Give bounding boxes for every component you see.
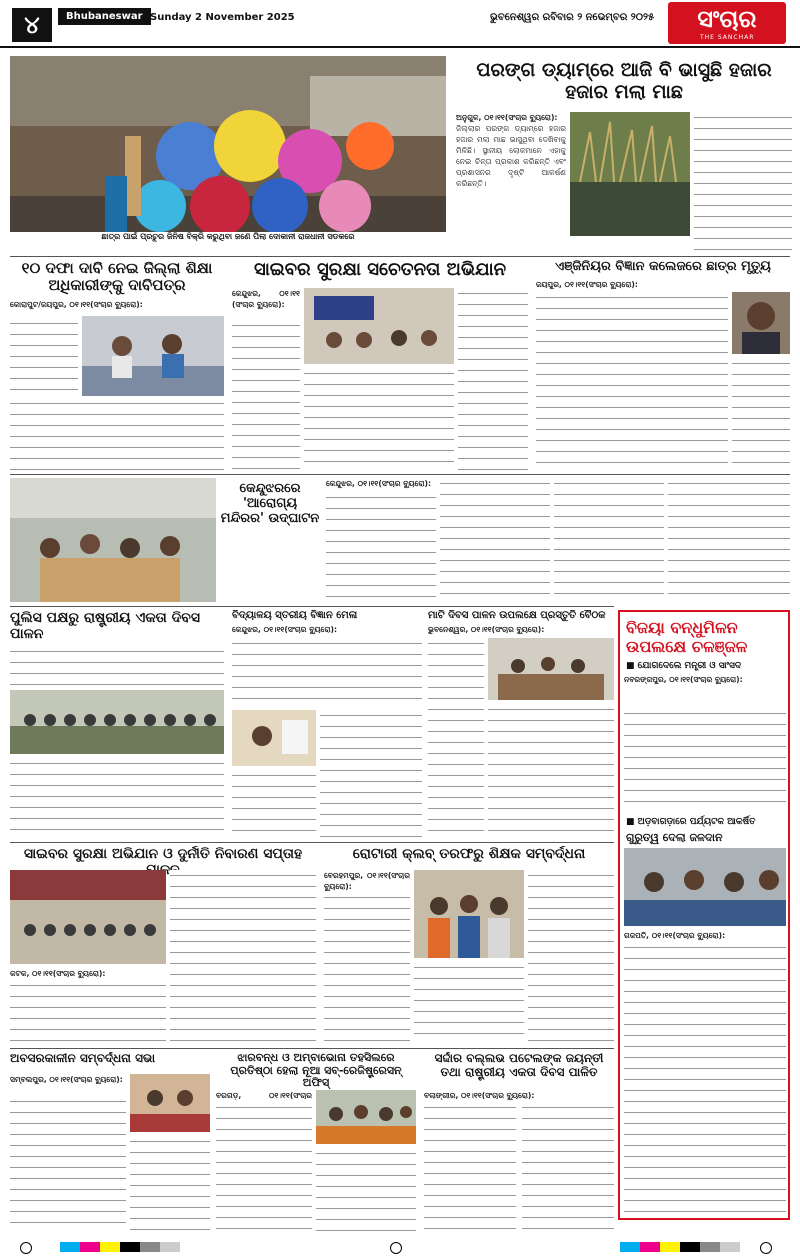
cyber-photo [304, 288, 454, 364]
bijaya-photo [624, 848, 786, 926]
rotary-felicitation-illustration [414, 870, 524, 958]
cyber2-photo [10, 870, 166, 964]
shiksha-headline: ୧୦ ଦଫା ଦାବି ନେଇ ଜିଲ୍ଲା ଶିକ୍ଷା ଅଧିକାରୀଙ୍କୁ ଦାବିପତ୍ର [21, 260, 213, 295]
cyber-dateline: କେନ୍ଦୁଝର, ୦୧।୧୧ (ସଂଚାର ବ୍ୟୁରୋ): [232, 289, 300, 309]
jharkhand-headline: ଝାରବନ୍ଧ ଓ ଅମ୍ବାଭୋନା ତହସିଲରେ ପ୍ରତିଷ୍ଠା ହେଲା ନୂଆ ସବ୍-ରେଜିଷ୍ଟ୍ରେସନ୍ ଅଫିସ୍ [230, 1052, 402, 1090]
arogya-dateline: କେନ୍ଦୁଝର, ୦୧।୧୧(ସଂଚାର ବ୍ୟୁରୋ): [326, 479, 431, 488]
engineering-dateline: ଜୟପୁର, ୦୧।୧୧(ସଂଚାର ବ୍ୟୁରୋ): [536, 279, 638, 289]
mathi-headline: ମାଟି ଦିବସ ପାଳନ ଉପଲକ୍ଷେ ପ୍ରସ୍ତୁତି ବୈଠକ [428, 610, 606, 621]
sub-registrar-office-illustration [316, 1090, 416, 1144]
newspaper-logo-sub: THE SANCHAR [700, 34, 755, 41]
shiksha-photo [82, 316, 224, 396]
cyber2-headline: ସାଇବର ସୁରକ୍ଷା ଅଭିଯାନ ଓ ଦୁର୍ନୀତି ନିବାରଣ ସପ୍ତାହ [23, 846, 303, 862]
cyber-meeting-illustration [304, 288, 454, 364]
mathi-photo [488, 638, 614, 700]
story-shiksha [10, 260, 224, 470]
story-science-fair [232, 610, 422, 838]
police-photo [10, 690, 224, 754]
edition-date-odia: ଭୁବନେଶ୍ୱର ରବିବାର ୨ ନଭେମ୍ବର ୨୦୨୫ [490, 12, 655, 23]
science-fair-headline: ବିଦ୍ୟାଳୟ ସ୍ତରୀୟ ବିଜ୍ଞାନ ମେଳା [232, 610, 358, 621]
lead-photo-pond [570, 112, 690, 236]
arogya-photo [10, 478, 216, 602]
story-sardar [424, 1052, 614, 1232]
top-photo-caption: ଛାତ୍ର ପାଇଁ ପ୍ରଚୁର ଜିନିଷ ବିକ୍ରି କରୁଥିବା ଜଣେ ପିଲା ଦୋକାନୀ ରାଜଧାନୀ ସଡକରେ [10, 232, 446, 246]
jharkhand-dateline: ବରଗଡ଼, ୦୧।୧୧(ସଂଚାର [216, 1091, 312, 1100]
lead-body-lines [694, 112, 792, 252]
engineering-headline: ଏଞ୍ଜିନିୟର ବିଜ୍ଞାନ କଲେଜରେ ଛାତ୍ର ମୃତ୍ୟୁ [555, 260, 771, 274]
shiksha-dateline: କୋରାପୁଟ/ଜୟପୁର, ୦୧।୧୧(ସଂଚାର ବ୍ୟୁରୋ): [10, 299, 143, 309]
science-fair-illustration [232, 710, 316, 766]
arogya-inauguration-illustration [10, 478, 216, 602]
bijaya-subhead-1: ■ ଯୋଗଦେଲେ ମନ୍ତ୍ରୀ ଓ ସାଂସଦ [626, 661, 742, 672]
engineering-photo [732, 292, 790, 354]
lead-body: ଜିଲ୍ଲାର ପରଙ୍ଗ ଡ୍ୟାମ୍‌ରେ ହଜାର ହଜାର ମଲା ମାଛ ଭାସୁଥିବା ଦେଖିବାକୁ ମିଳିଛି। ସ୍ଥାନୀୟ ଲୋକମାନେ ଏହାକୁ ନେଇ ଚିନ୍ତା ପ୍ରକାଶ କରିଛନ୍ତି ଏବଂ ପ୍ରଶାସନର ଦୃଷ୍ଟି ଆକର୍ଷଣ କରିଛନ୍ତି। [456, 124, 566, 188]
color-bar-icon [620, 1242, 740, 1252]
cyber-headline: ସାଇବର ସୁରକ୍ଷା ସଚେତନତା ଅଭିଯାନ [253, 260, 507, 280]
rotary-dateline: ବେରହମପୁର, ୦୧।୧୧(ସଂଚାର ବ୍ୟୁରୋ): [324, 871, 410, 891]
bijaya-dateline-2: ଗଜପତି, ୦୧।୧୧(ସଂଚାର ବ୍ୟୁରୋ): [624, 931, 726, 940]
bijaya-story-box [618, 610, 790, 1220]
police-march-illustration [10, 690, 224, 754]
lead-dateline: ଅନୁଗୁଳ, ୦୧।୧୧(ସଂଚାର ବ୍ୟୁରୋ): [456, 113, 558, 122]
felicitation-photo [130, 1074, 210, 1132]
police-headline: ପୁଲିସ ପକ୍ଷରୁ ରାଷ୍ଟ୍ରୀୟ ଏକତା ଦିବସ ପାଳନ [10, 610, 200, 643]
rotary-photo [414, 870, 524, 958]
print-marks-footer [0, 1236, 800, 1259]
cyber2-dateline: କଟକ, ୦୧।୧୧(ସଂଚାର ବ୍ୟୁରୋ): [10, 969, 106, 978]
story-arogya [10, 478, 790, 602]
student-portrait-illustration [732, 292, 790, 354]
pond-photo-illustration [570, 112, 690, 236]
story-rotary [324, 846, 614, 1044]
bijaya-event-illustration [624, 848, 786, 926]
story-police [10, 610, 224, 838]
story-cyber [232, 260, 528, 470]
felicitation-illustration [130, 1074, 210, 1132]
registration-mark-icon [20, 1242, 32, 1254]
cyber2-hall-illustration [10, 870, 166, 964]
story-felicitation [10, 1052, 210, 1232]
office-meeting-illustration [82, 316, 224, 396]
lead-story [456, 56, 792, 252]
science-fair-dateline: କେନ୍ଦୁଝର, ୦୧।୧୧(ସଂଚାର ବ୍ୟୁରୋ): [232, 624, 337, 634]
sardar-dateline: ବଲାଙ୍ଗୀର, ୦୧।୧୧(ସଂଚାର ବ୍ୟୁରୋ): [424, 1091, 535, 1100]
color-bar-icon [60, 1242, 180, 1252]
story-cyber2 [10, 846, 316, 1044]
story-jharkhand [216, 1052, 416, 1232]
mathi-meeting-illustration [488, 638, 614, 700]
arogya-headline: କେନ୍ଦୁଝରରେ 'ଆରୋଗ୍ୟ ମନ୍ଦିରର' ଉଦ୍‌ଘାଟନ [220, 481, 320, 526]
top-photo [10, 56, 446, 246]
bijaya-subhead-2: ■ ଅଡ଼ବାଗଡ଼ାରେ ପର୍ଯ୍ୟଟକ ଆକର୍ଷିତ [626, 817, 756, 827]
jharkhand-photo [316, 1090, 416, 1144]
edition-date: Sunday 2 November 2025 [150, 12, 295, 23]
registration-mark-icon [390, 1242, 402, 1254]
felicitation-dateline: ସମ୍ବଲପୁର, ୦୧।୧୧(ସଂଚାର ବ୍ୟୁରୋ): [10, 1075, 123, 1084]
newspaper-logo: ସଂଚାର [668, 2, 786, 44]
bijaya-subhead-3: ଗୁରୁତ୍ୱ ଦେଲା ଜଳଦାନ [626, 831, 723, 844]
felicitation-headline: ଅବସରକାଳୀନ ସମ୍ବର୍ଦ୍ଧନା ସଭା [10, 1052, 156, 1065]
balloon-photo-illustration [10, 56, 446, 246]
story-engineering [536, 260, 790, 470]
story-mathi [428, 610, 614, 838]
masthead [0, 0, 800, 48]
registration-mark-icon [760, 1242, 772, 1254]
lead-headline: ପରଙ୍ଗ ଡ୍ୟାମ୍‌ରେ ଆଜି ବି ଭାସୁଛି ହଜାର ହଜାର ମଲା ମାଛ [476, 59, 772, 103]
bijaya-headline: ବିଜୟା ବନ୍ଧୁମିଳନ ଉପଲକ୍ଷେ ଚଳଞ୍ଜଳ [620, 612, 788, 658]
rotary-headline: ରୋଟାରୀ କ୍ଲବ୍ ତରଫରୁ ଶିକ୍ଷକ ସମ୍ବର୍ଦ୍ଧନା [352, 846, 586, 862]
sardar-headline: ସର୍ଦ୍ଦାର ବଲ୍ଲଭ ପଟେଲଙ୍କ ଜୟନ୍ତୀ ତଥା ରାଷ୍ଟ୍ରୀୟ ଏକତା ଦିବସ ପାଳିତ [434, 1052, 604, 1079]
bijaya-dateline: ନବରଙ୍ଗପୁର, ୦୧।୧୧(ସଂଚାର ବ୍ୟୁରୋ): [624, 675, 743, 685]
mathi-dateline: ଭୁବନେଶ୍ୱର, ୦୧।୧୧(ସଂଚାର ବ୍ୟୁରୋ): [428, 624, 545, 634]
science-fair-photo [232, 710, 316, 766]
page-number: ୪ [12, 8, 52, 42]
edition-city: Bhubaneswar [58, 8, 151, 25]
